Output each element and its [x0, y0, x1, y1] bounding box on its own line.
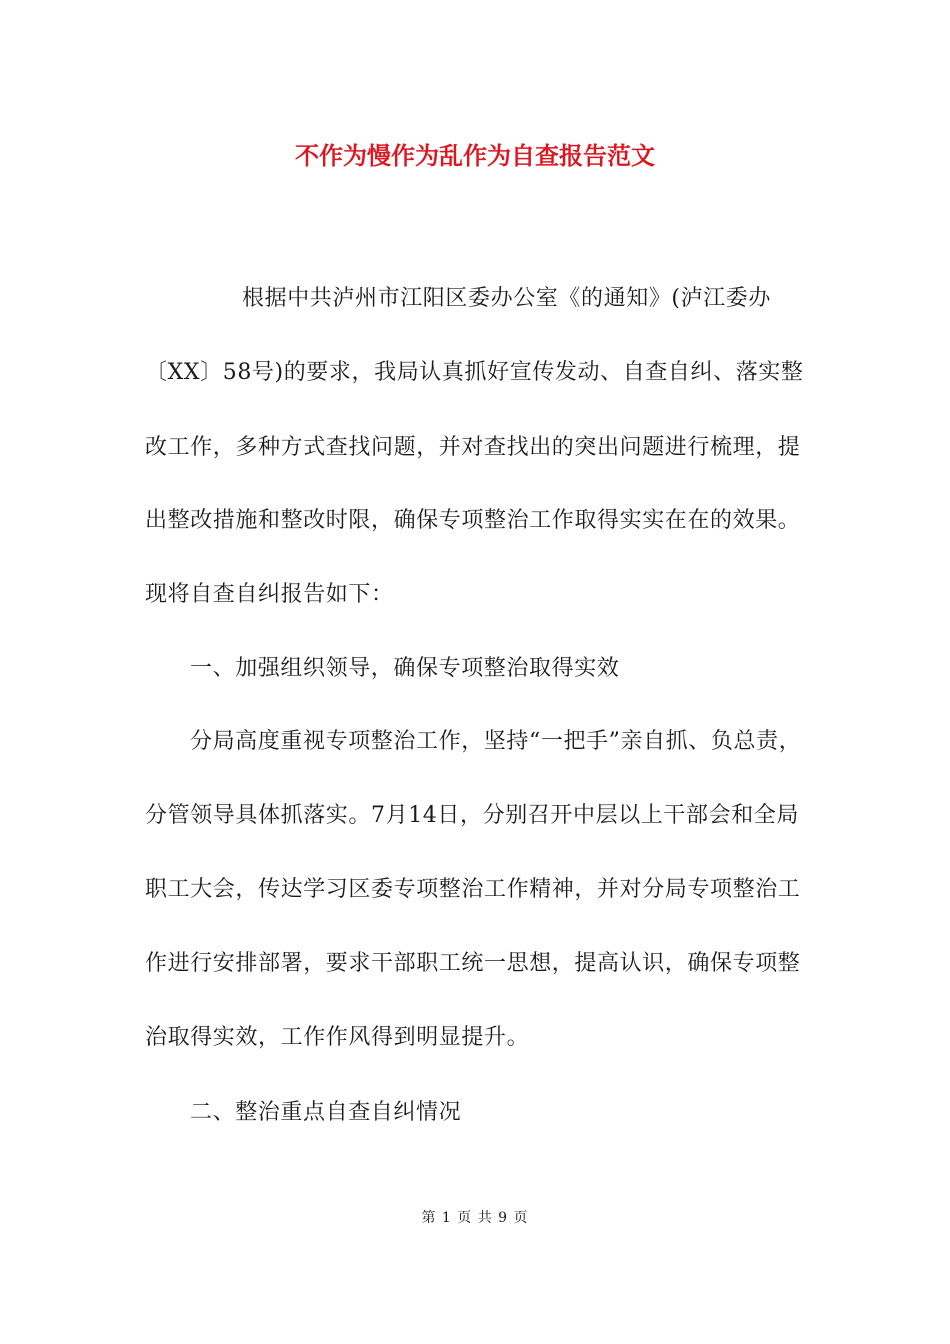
- section-heading: 一、加强组织领导，确保专项整治取得实效: [190, 656, 620, 681]
- paragraph-line: 根据中共泸州市江阳区委办公室《的通知》(泸江委办: [242, 286, 771, 311]
- paragraph-line: 职工大会，传达学习区委专项整治工作精神，并对分局专项整治工: [145, 877, 801, 902]
- paragraph-line: 分局高度重视专项整治工作，坚持“一把手”亲自抓、负总责，: [190, 729, 802, 754]
- paragraph-line: 作进行安排部署，要求干部职工统一思想，提高认识，确保专项整: [145, 951, 801, 976]
- paragraph-line: 治取得实效，工作作风得到明显提升。: [145, 1025, 530, 1050]
- section-heading: 二、整治重点自查自纠情况: [190, 1100, 462, 1125]
- paragraph-line: 出整改措施和整改时限，确保专项整治工作取得实实在在的效果。: [145, 508, 801, 533]
- paragraph-line: 改工作，多种方式查找问题，并对查找出的突出问题进行梳理，提: [145, 435, 801, 460]
- page-number-footer: 第 1 页 共 9 页: [421, 1210, 529, 1226]
- document-title: 不作为慢作为乱作为自查报告范文: [295, 142, 655, 170]
- paragraph-line: 分管领导具体抓落实。7月14日，分别召开中层以上干部会和全局: [145, 803, 799, 828]
- paragraph-line: 现将自查自纠报告如下：: [145, 582, 394, 607]
- paragraph-line: 〔XX〕58号)的要求，我局认真抓好宣传发动、自查自纠、落实整: [145, 360, 804, 385]
